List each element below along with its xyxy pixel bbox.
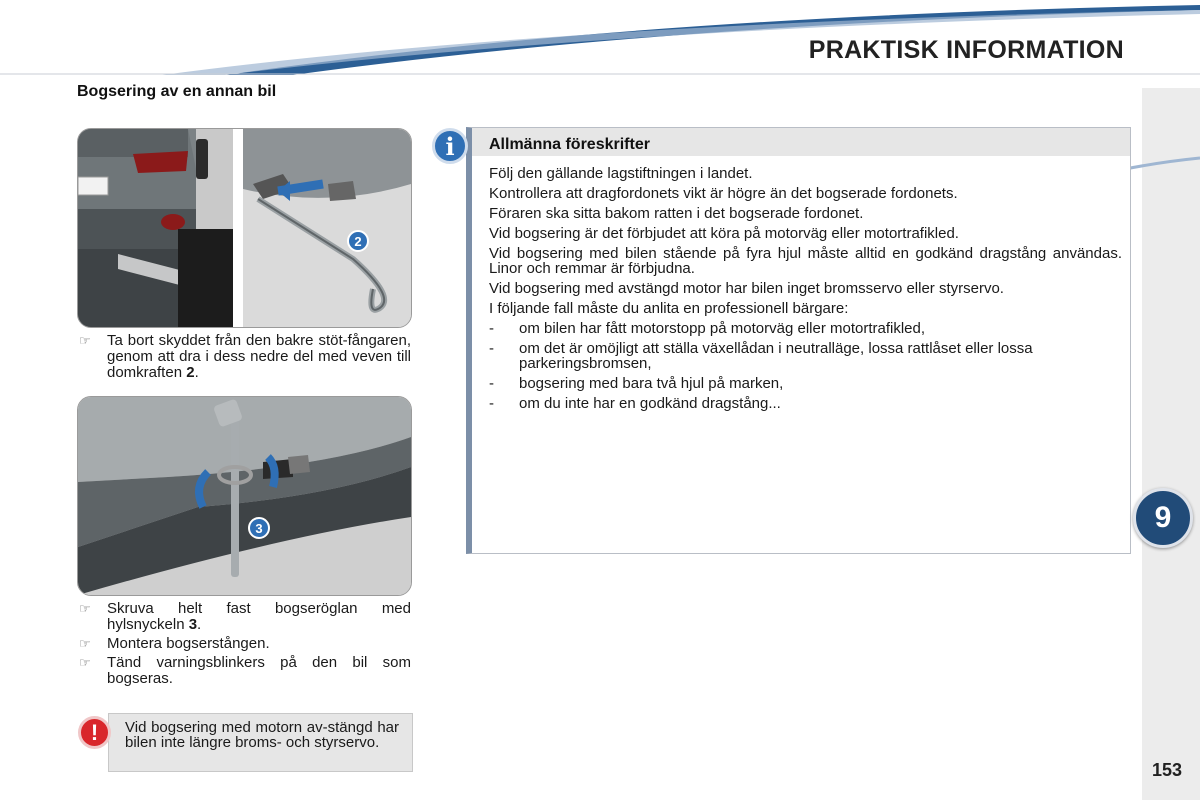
steps-top-list [77,333,411,384]
warning-exclamation-icon: ! [78,716,111,749]
info-box [466,127,1131,554]
callout-3: 3 [255,521,263,536]
steps-bottom-list [77,601,411,690]
info-header [472,128,1130,156]
info-list-item: - om du inte har en godkänd dragstång... [489,395,781,412]
bumper-cover-removal-illustration [77,128,412,328]
pointing-hand-icon: ☞ [79,636,91,651]
info-list-item: - om bilen har fått motorstopp på motorväg eller motortrafikled, [489,320,926,337]
towing-eye-illustration [77,396,412,596]
callout-2: 2 [354,234,362,249]
page-title: PRAKTISK INFORMATION [808,36,1124,64]
info-paragraph: Föraren ska sitta bakom ratten i det bogserade fordonet. [489,205,864,222]
step-item-remove-cover: ☞ Ta bort skyddet från den bakre stöt-fångaren, genom att dra i dess nedre del med veven till domkraften 2. [79,332,411,381]
info-title: Allmänna föreskrifter [489,136,650,153]
info-body [489,166,1122,416]
step-item-hazard-lights: ☞ Tänd varningsblinkers på den bil som bogseras. [79,654,411,687]
side-swoosh [1120,150,1200,180]
step-item-screw-towing-eye: ☞ Skruva helt fast bogseröglan med hylsnyckeln 3. [79,600,411,633]
info-paragraph: I följande fall måste du anlita en professionell bärgare: [489,300,849,317]
info-paragraph: Vid bogsering är det förbjudet att köra på motorväg eller motortrafikled. [489,225,959,242]
chapter-tab[interactable]: 9 [1133,488,1193,548]
chapter-side-strip [1142,88,1200,800]
step-item-mount-tow-bar: ☞ Montera bogserstången. [79,635,270,652]
info-paragraph: Kontrollera att dragfordonets vikt är högre än det bogserade fordonets. [489,185,958,202]
page-number: 153 [1152,760,1183,780]
info-list [489,321,1122,411]
section-title: Bogsering av en annan bil [77,83,277,100]
pointing-hand-icon: ☞ [79,601,91,616]
pointing-hand-icon: ☞ [79,655,91,670]
info-list-item: - om det är omöjligt att ställa växellådan i neutralläge, lossa rattlåset eller lossa parkeringsbromsen, [489,340,1033,372]
info-paragraph: Följ den gällande lagstiftningen i landet. [489,165,753,182]
info-list-item: - bogsering med bara två hjul på marken, [489,375,784,392]
warning-text: Vid bogsering med motorn av-stängd har bilen inte längre broms- och styrservo. [125,719,399,751]
info-paragraph: Vid bogsering med avstängd motor har bilen inget bromsservo eller styrservo. [489,280,1004,297]
information-icon: i [432,128,468,164]
pointing-hand-icon: ☞ [79,333,91,348]
warning-box [108,713,413,772]
info-paragraph: Vid bogsering med bilen stående på fyra hjul måste alltid en godkänd dragstång användas. Linor och remmar är förbjudna. [489,245,1122,277]
